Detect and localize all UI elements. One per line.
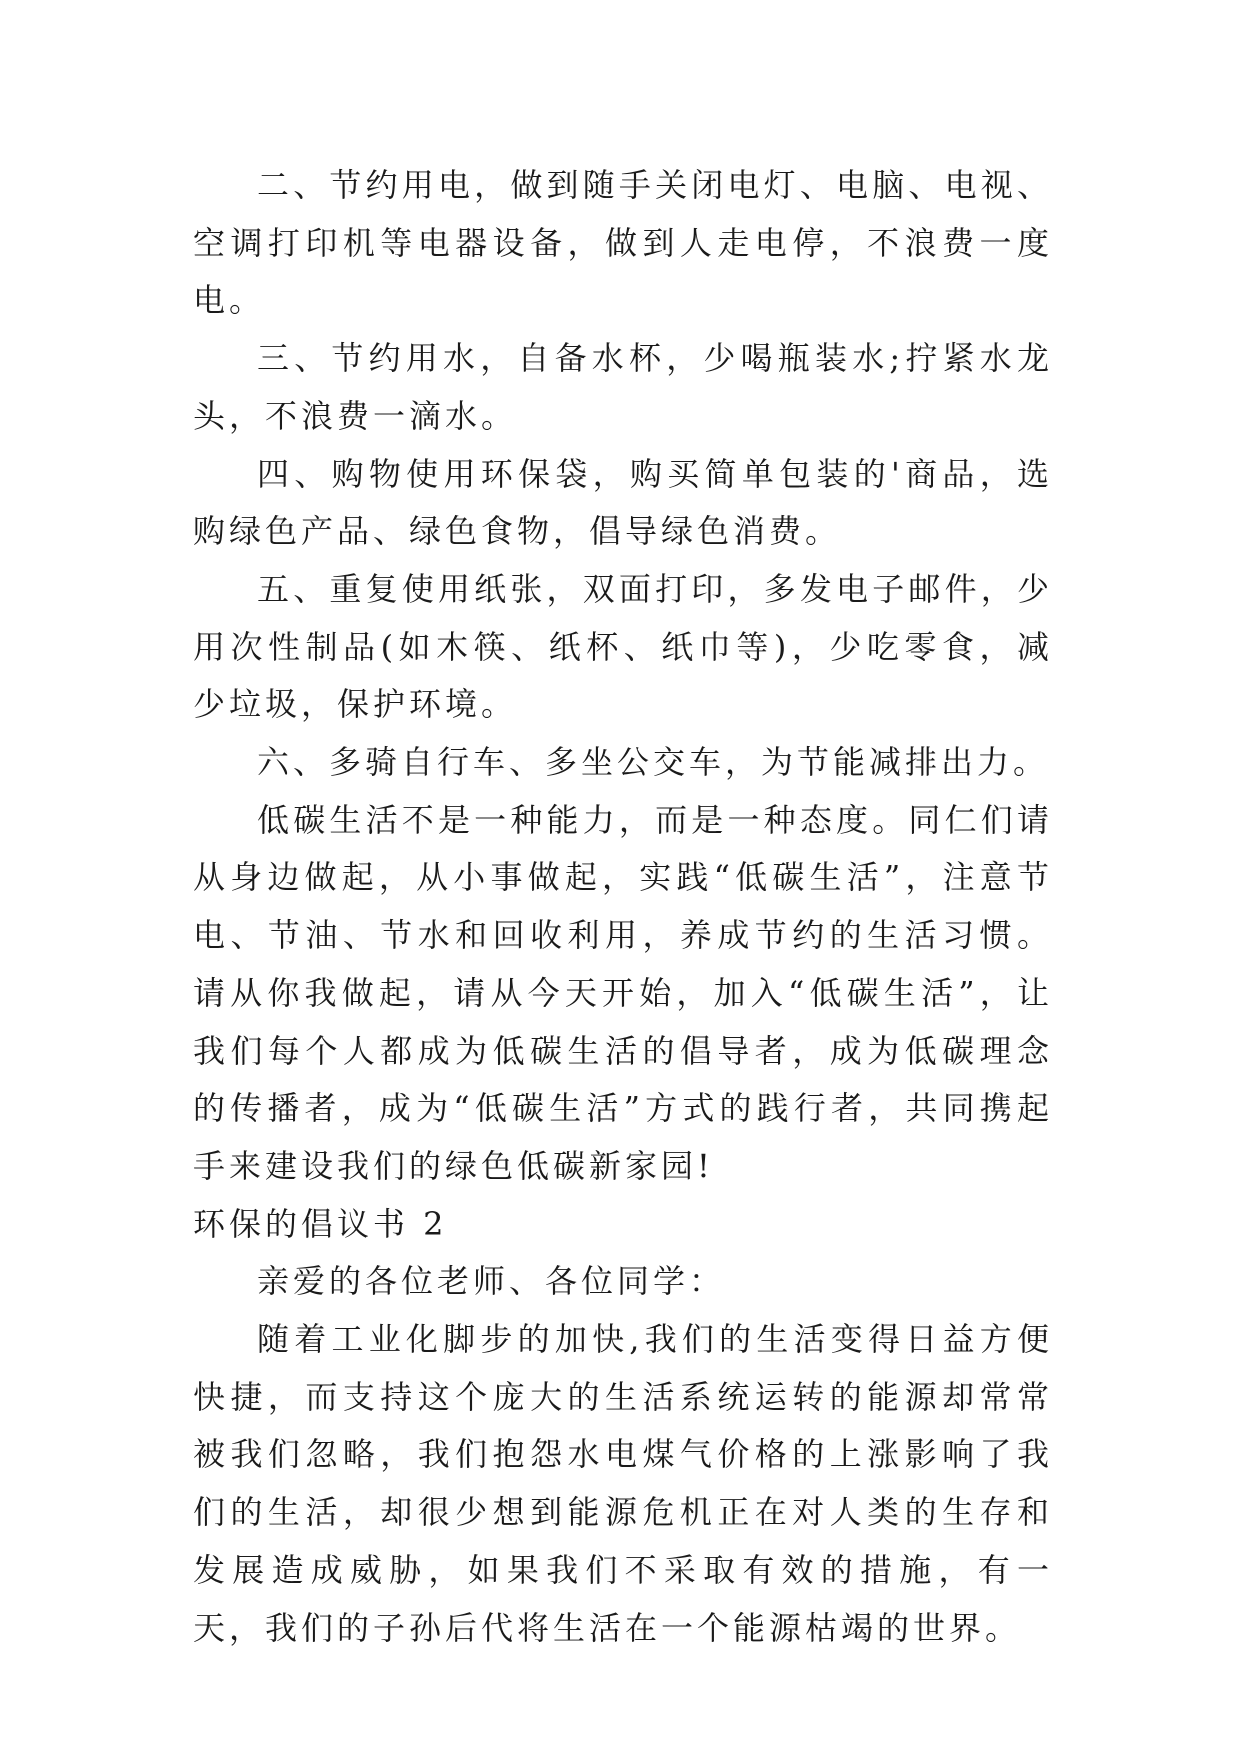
section-title: 环保的倡议书 2: [193, 1204, 448, 1243]
paragraph-energy-crisis: 随着工业化脚步的加快,我们的生活变得日益方便快捷，而支持这个庞大的生活系统运转的能源却常常被我们忽略，我们抱怨水电煤气价格的上涨影响了我们的生活，却很少想到能源危机正在对人类的生存和发展造成威胁，如果我们不采取有效的措施，有一天，我们的子孙后代将生活在一个能源枯竭的世界。: [193, 1320, 1053, 1647]
paragraph-green-transport: 六、多骑自行车、多坐公交车，为节能减排出力。: [257, 743, 1050, 782]
paragraph-low-carbon-call: 低碳生活不是一种能力，而是一种态度。同仁们请从身边做起，从小事做起，实践“低碳生活”，注意节电、节油、节水和回收利用，养成节约的生活习惯。请从你我做起，请从今天开始，加入“低碳生活”，让我们每个人都成为低碳生活的倡导者，成为低碳理念的传播者，成为“低碳生活”方式的践行者，共同携起手来建设我们的绿色低碳新家园!: [193, 800, 1053, 1185]
paragraph-save-water: 三、节约用水，自备水杯，少喝瓶装水;拧紧水龙头，不浪费一滴水。: [193, 339, 1053, 435]
salutation: 亲爱的各位老师、各位同学：: [257, 1262, 726, 1301]
paragraph-green-shopping: 四、购物使用环保袋，购买简单包装的'商品，选购绿色产品、绿色食物，倡导绿色消费。: [193, 454, 1053, 551]
paragraph-reuse-paper: 五、重复使用纸张，双面打印，多发电子邮件，少用次性制品(如木筷、纸杯、纸巾等)，少吃零食，减少垃圾，保护环境。: [193, 569, 1053, 724]
document-body: [193, 157, 1053, 1657]
paragraph-save-electricity: 二、节约用电，做到随手关闭电灯、电脑、电视、空调打印机等电器设备，做到人走电停，不浪费一度电。: [193, 166, 1053, 320]
